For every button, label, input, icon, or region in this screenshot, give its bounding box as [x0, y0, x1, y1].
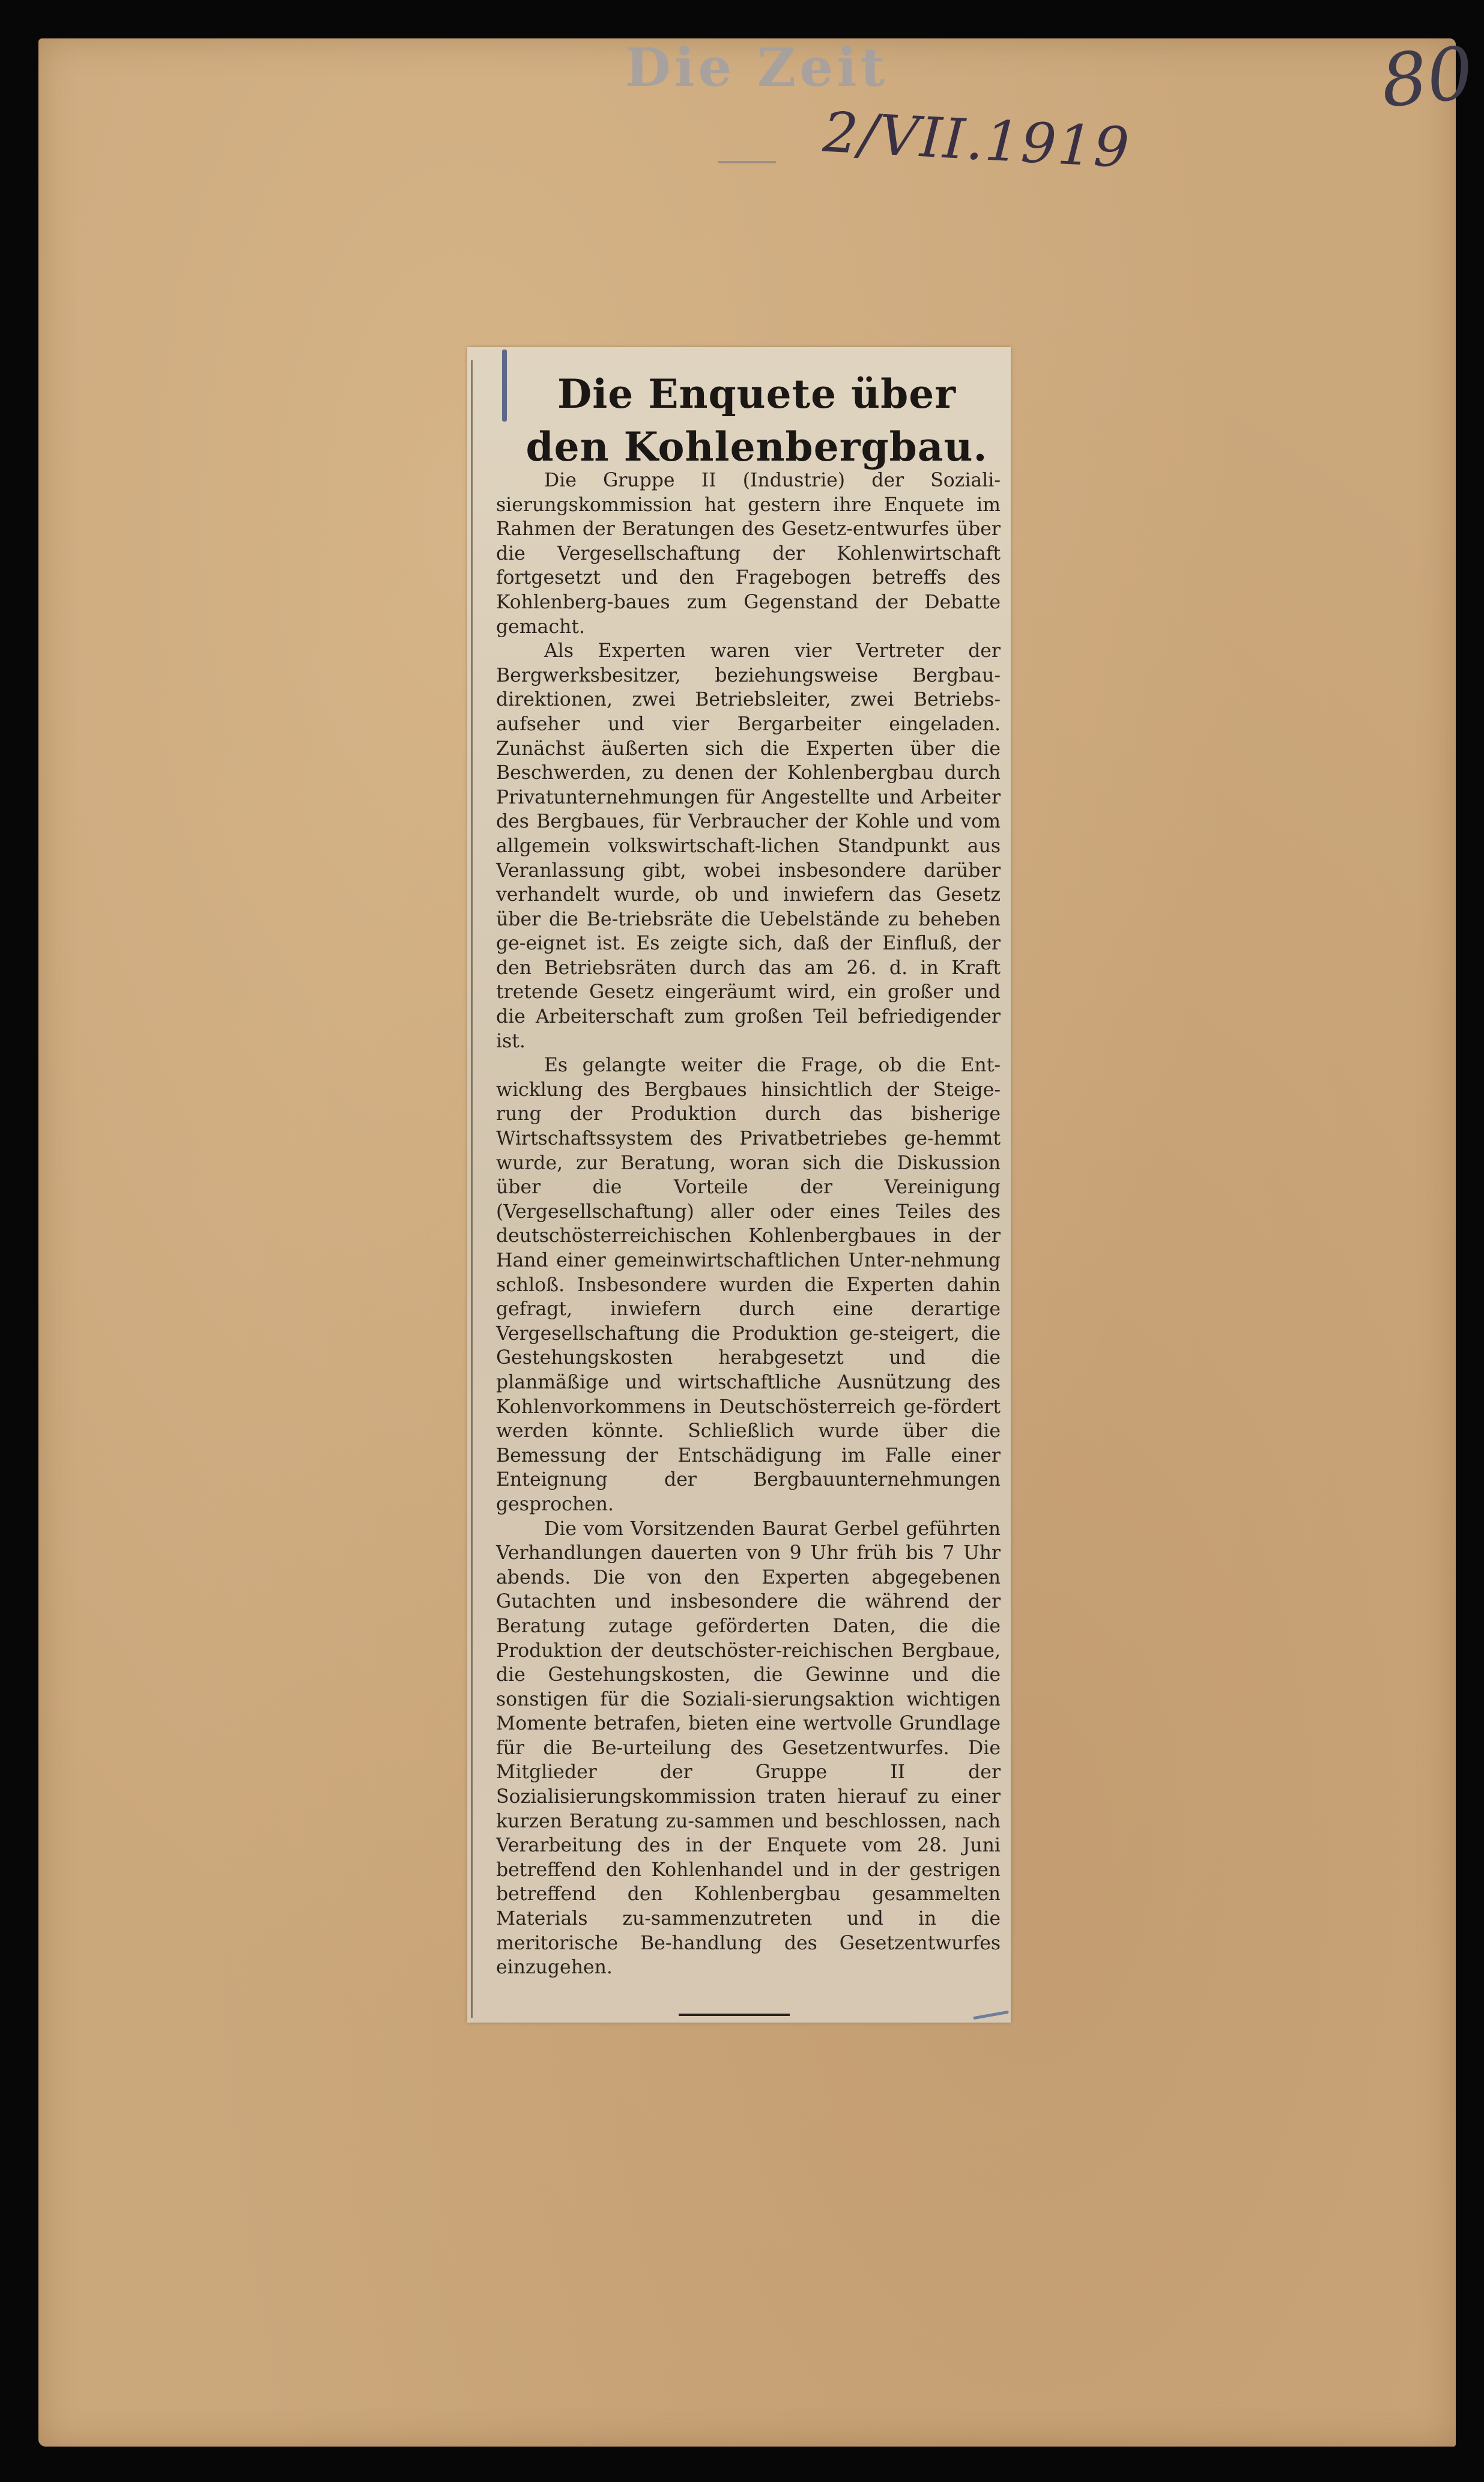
article-body — [496, 468, 1001, 1980]
handwritten-date: 2/VII.1919 — [821, 100, 1132, 181]
newspaper-name-stamp: Die Zeit — [625, 36, 889, 98]
stamp-underline — [718, 161, 776, 163]
clipping-column-rule — [471, 360, 473, 2018]
article-paragraph: Es gelangte weiter die Frage, ob die Ent-wicklung des Bergbaues hinsichtlich der Steige-rung der Produktion durch das bisherige Wirtschaftssystem des Privatbetriebes ge-hemmt wurde, zur Beratung, woran sich die Diskussion über die Vorteile der Vereinigung (Vergesellschaftung) aller oder eines Teiles des deutschösterreichischen Kohlenbergbaues in der Hand einer gemeinwirtschaftlichen Unter-nehmung schloß. Insbesondere wurden die Experten dahin gefragt, inwiefern durch eine derartige Vergesellschaftung die Produktion ge-steigert, die Gestehungskosten herabgesetzt und die planmäßige und wirtschaftliche Ausnützung des Kohlenvorkommens in Deutschösterreich ge-fördert werden könnte. Schließlich wurde über die Bemessung der Entschädigung im Falle einer Enteignung der Bergbauunternehmungen gesprochen. — [496, 1055, 1001, 1515]
article-end-rule — [679, 2014, 790, 2016]
article-paragraph: Als Experten waren vier Vertreter der Bergwerksbesitzer, beziehungsweise Bergbau-direktionen, zwei Betriebsleiter, zwei Betriebs-aufseher und vier Bergarbeiter eingeladen. Zunächst äußerten sich die Experten über die Beschwerden, zu denen der Kohlenbergbau durch Privatunternehmungen für Angestellte und Arbeiter des Bergbaues, für Verbraucher der Kohle und vom allgemein volkswirtschaft-lichen Standpunkt aus Veranlassung gibt, wobei insbesondere darüber verhandelt wurde, ob und inwiefern das Gesetz über die Be-triebsräte die Uebelstände zu beheben ge-eignet ist. Es zeigte sich, daß der Einfluß, der den Betriebsräten durch das am 26. d. in Kraft tretende Gesetz eingeräumt wird, ein großer und die Arbeiterschaft zum großen Teil befriedigender ist. — [496, 640, 1001, 1052]
article-headline: Die Enquete über den Kohlenbergbau. — [525, 371, 988, 470]
article-paragraph: Die vom Vorsitzenden Baurat Gerbel geführten Verhandlungen dauerten von 9 Uhr früh bis 7 Uhr abends. Die von den Experten abgegebenen Gutachten und insbesondere die während der Beratung zutage geförderten Daten, die die Produktion der deutschöster-reichischen Bergbaue, die Gestehungskosten, die Gewinne und die sonstigen für die Soziali-sierungsaktion wichtigen Momente betrafen, bieten eine wertvolle Grundlage für die Be-urteilung des Gesetzentwurfes. Die Mitglieder der Gruppe II der Sozialisierungskommission traten hierauf zu einer kurzen Beratung zu-sammen und beschlossen, nach Verarbeitung des in der Enquete vom 28. Juni betreffend den Kohlenhandel und in der gestrigen betreffend den Kohlenbergbau gesammelten Materials zu-sammenzutreten und in die meritorische Be-handlung des Gesetzentwurfes einzugehen. — [496, 1518, 1001, 1979]
article-paragraph: Die Gruppe II (Industrie) der Soziali-sierungskommission hat gestern ihre Enquete im Rahmen der Beratungen des Gesetz-entwurfes über die Vergesellschaftung der Kohlenwirtschaft fortgesetzt und den Fragebogen betreffs des Kohlenberg-baues zum Gegenstand der Debatte gemacht. — [496, 470, 1001, 638]
handwritten-page-number: 80 — [1377, 31, 1477, 124]
blue-pencil-mark — [502, 350, 507, 422]
